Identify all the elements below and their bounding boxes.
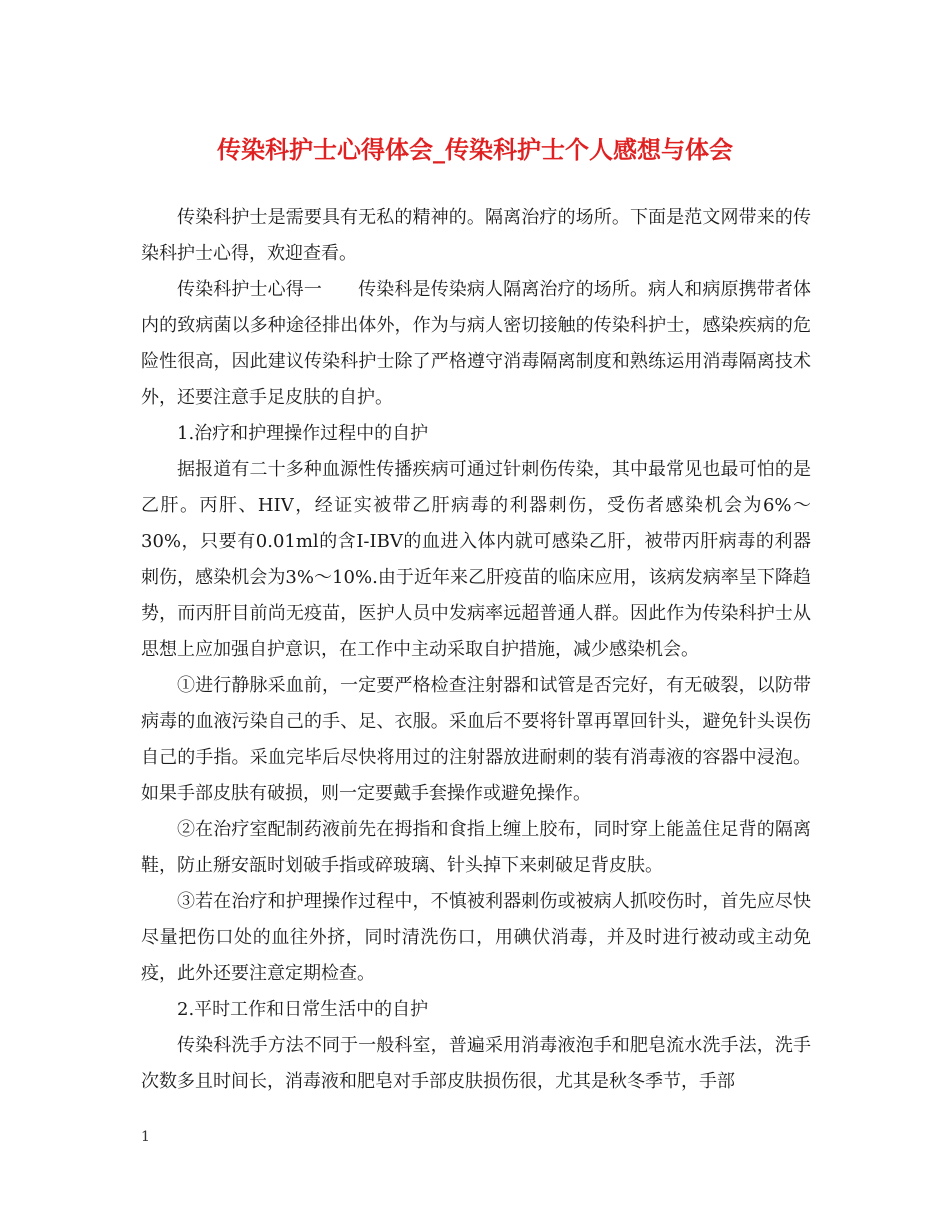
paragraph-intro: 传染科护士是需要具有无私的精神的。隔离治疗的场所。下面是范文网带来的传染科护士心得，欢迎查看。 (141, 207, 811, 264)
paragraph-point-two: ②在治疗室配制药液前先在拇指和食指上缠上胶布，同时穿上能盖住足背的隔离鞋，防止掰安瓿时划破手指或碎玻璃、针头掉下来刺破足背皮肤。 (141, 819, 811, 876)
paragraph-handwashing: 传染科洗手方法不同于一般科室，普遍采用消毒液泡手和肥皂流水洗手法，洗手次数多且时间长，消毒液和肥皂对手部皮肤损伤很，尤其是秋冬季节，手部 (141, 1035, 811, 1092)
paragraph-point-one: ①进行静脉采血前，一定要严格检查注射器和试管是否完好，有无破裂，以防带病毒的血液污染自己的手、足、衣服。采血后不要将针罩再罩回针头，避免针头误伤自己的手指。采血完毕后尽快将用过的注射器放进耐刺的装有消毒液的容器中浸泡。如果手部皮肤有破损，则一定要戴手套操作或避免操作。 (141, 675, 811, 804)
section-heading-daily: 2.平时工作和日常生活中的自护 (177, 999, 429, 1020)
section-heading-treatment: 1.治疗和护理操作过程中的自护 (177, 423, 429, 444)
paragraph-bloodborne-risk: 据报道有二十多种血源性传播疾病可通过针刺伤传染，其中最常见也最可怕的是乙肝。丙肝、HIV，经证实被带乙肝病毒的利器刺伤，受伤者感染机会为6%～30%，只要有0.01ml的含I-IBV的血进入体内就可感染乙肝，被带丙肝病毒的利器刺伤，感染机会为3%～10%.由于近年来乙肝疫苗的临床应用，该病发病率呈下降趋势，而丙肝目前尚无疫苗，医护人员中发病率远超普通人群。因此作为传染科护士从思想上应加强自护意识，在工作中主动采取自护措施，减少感染机会。 (141, 459, 811, 660)
document-body (141, 200, 811, 1100)
document-title: 传染科护士心得体会_传染科护士个人感想与体会 (217, 135, 733, 164)
page-number: 1 (141, 1129, 150, 1145)
paragraph-point-three: ③若在治疗和护理操作过程中，不慎被利器刺伤或被病人抓咬伤时，首先应尽快尽量把伤口处的血往外挤，同时清洗伤口，用碘伏消毒，并及时进行被动或主动免疫，此外还要注意定期检查。 (141, 891, 811, 984)
paragraph-experience-one: 传染科护士心得一 传染科是传染病人隔离治疗的场所。病人和病原携带者体内的致病菌以多种途径排出体外，作为与病人密切接触的传染科护士，感染疾病的危险性很高，因此建议传染科护士除了严格遵守消毒隔离制度和熟练运用消毒隔离技术外，还要注意手足皮肤的自护。 (141, 279, 811, 408)
